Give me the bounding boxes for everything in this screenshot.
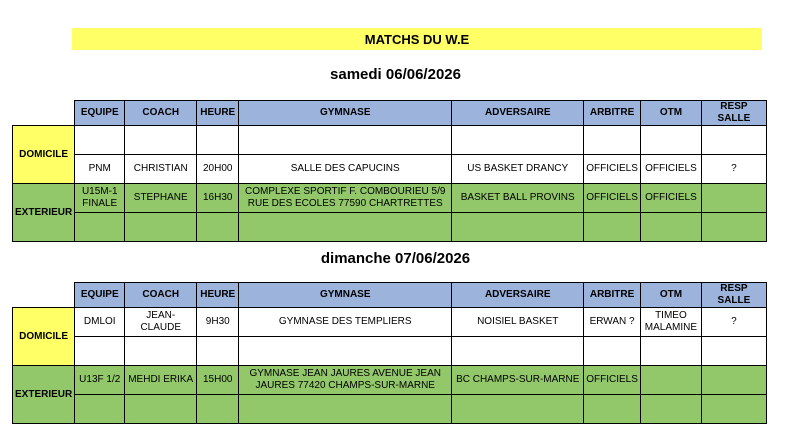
table-cell [640,366,701,395]
table-cell [197,337,239,366]
table-cell [452,395,584,424]
table-cell [640,126,701,155]
table-cell: SALLE DES CAPUCINS [239,155,452,184]
table-cell [452,126,584,155]
table-cell: JEAN-CLAUDE [125,308,197,337]
table-cell: 9H30 [197,308,239,337]
table-cell [584,126,641,155]
table-cell [701,366,766,395]
table-cell [75,126,125,155]
header-gymnase: GYMNASE [239,101,452,126]
header-heure: HEURE [197,101,239,126]
table-cell [640,337,701,366]
table-cell: OFFICIELS [584,155,641,184]
table-cell [701,126,766,155]
corner-cell [13,283,75,308]
table-cell: MEHDI ERIKA [125,366,197,395]
table-cell [584,395,641,424]
domicile-label: DOMICILE [13,308,75,366]
day-title-saturday: samedi 06/06/2026 [330,66,461,83]
table-cell [197,126,239,155]
table-cell: BC CHAMPS-SUR-MARNE [452,366,584,395]
header-equipe: EQUIPE [75,101,125,126]
table-cell: U13F 1/2 [75,366,125,395]
table-cell: 15H00 [197,366,239,395]
table-cell: ? [701,155,766,184]
table-cell: CHRISTIAN [125,155,197,184]
table-cell: GYMNASE JEAN JAURES AVENUE JEAN JAURES 77420 CHAMPS-SUR-MARNE [239,366,452,395]
table-cell [640,395,701,424]
table-cell: GYMNASE DES TEMPLIERS [239,308,452,337]
header-resp-salle: RESP SALLE [701,101,766,126]
table-cell [701,337,766,366]
header-arbitre: ARBITRE [584,101,641,126]
table-cell: PNM [75,155,125,184]
exterieur-label: EXTERIEUR [13,184,75,242]
table-cell: ? [701,308,766,337]
table-cell: TIMEO MALAMINE [640,308,701,337]
table-cell [584,213,641,242]
header-equipe: EQUIPE [75,283,125,308]
table-cell: DMLOI [75,308,125,337]
table-cell: COMPLEXE SPORTIF F. COMBOURIEU 5/9 RUE DES ECOLES 77590 CHARTRETTES [239,184,452,213]
table-cell: STEPHANE [125,184,197,213]
table-cell [239,126,452,155]
table-cell: NOISIEL BASKET [452,308,584,337]
header-otm: OTM [640,283,701,308]
table-cell [239,213,452,242]
table-cell: 16H30 [197,184,239,213]
header-adversaire: ADVERSAIRE [452,101,584,126]
table-cell [125,126,197,155]
table-cell: U15M-1 FINALE [75,184,125,213]
header-resp-salle: RESP SALLE [701,283,766,308]
schedule-table-sunday [12,282,767,424]
table-cell: OFFICIELS [584,184,641,213]
header-adversaire: ADVERSAIRE [452,283,584,308]
table-cell [125,337,197,366]
table-cell: OFFICIELS [640,155,701,184]
table-cell [239,337,452,366]
table-cell: ERWAN ? [584,308,641,337]
table-cell: OFFICIELS [584,366,641,395]
table-cell [701,184,766,213]
domicile-label: DOMICILE [13,126,75,184]
table-cell: 20H00 [197,155,239,184]
header-coach: COACH [125,101,197,126]
table-cell [75,213,125,242]
header-coach: COACH [125,283,197,308]
table-cell [197,395,239,424]
table-cell [452,337,584,366]
header-gymnase: GYMNASE [239,283,452,308]
page-title: MATCHS DU W.E [72,28,762,50]
table-cell [75,337,125,366]
table-cell [197,213,239,242]
table-cell [584,337,641,366]
header-heure: HEURE [197,283,239,308]
table-cell [125,213,197,242]
table-cell [701,395,766,424]
exterieur-label: EXTERIEUR [13,366,75,424]
day-title-sunday: dimanche 07/06/2026 [320,250,471,267]
corner-cell [13,101,75,126]
table-cell: BASKET BALL PROVINS [452,184,584,213]
table-cell [75,395,125,424]
table-cell [640,213,701,242]
table-cell [125,395,197,424]
schedule-table-saturday [12,100,767,242]
table-cell [452,213,584,242]
header-arbitre: ARBITRE [584,283,641,308]
table-cell [701,213,766,242]
table-cell: OFFICIELS [640,184,701,213]
table-cell: US BASKET DRANCY [452,155,584,184]
table-cell [239,395,452,424]
header-otm: OTM [640,101,701,126]
